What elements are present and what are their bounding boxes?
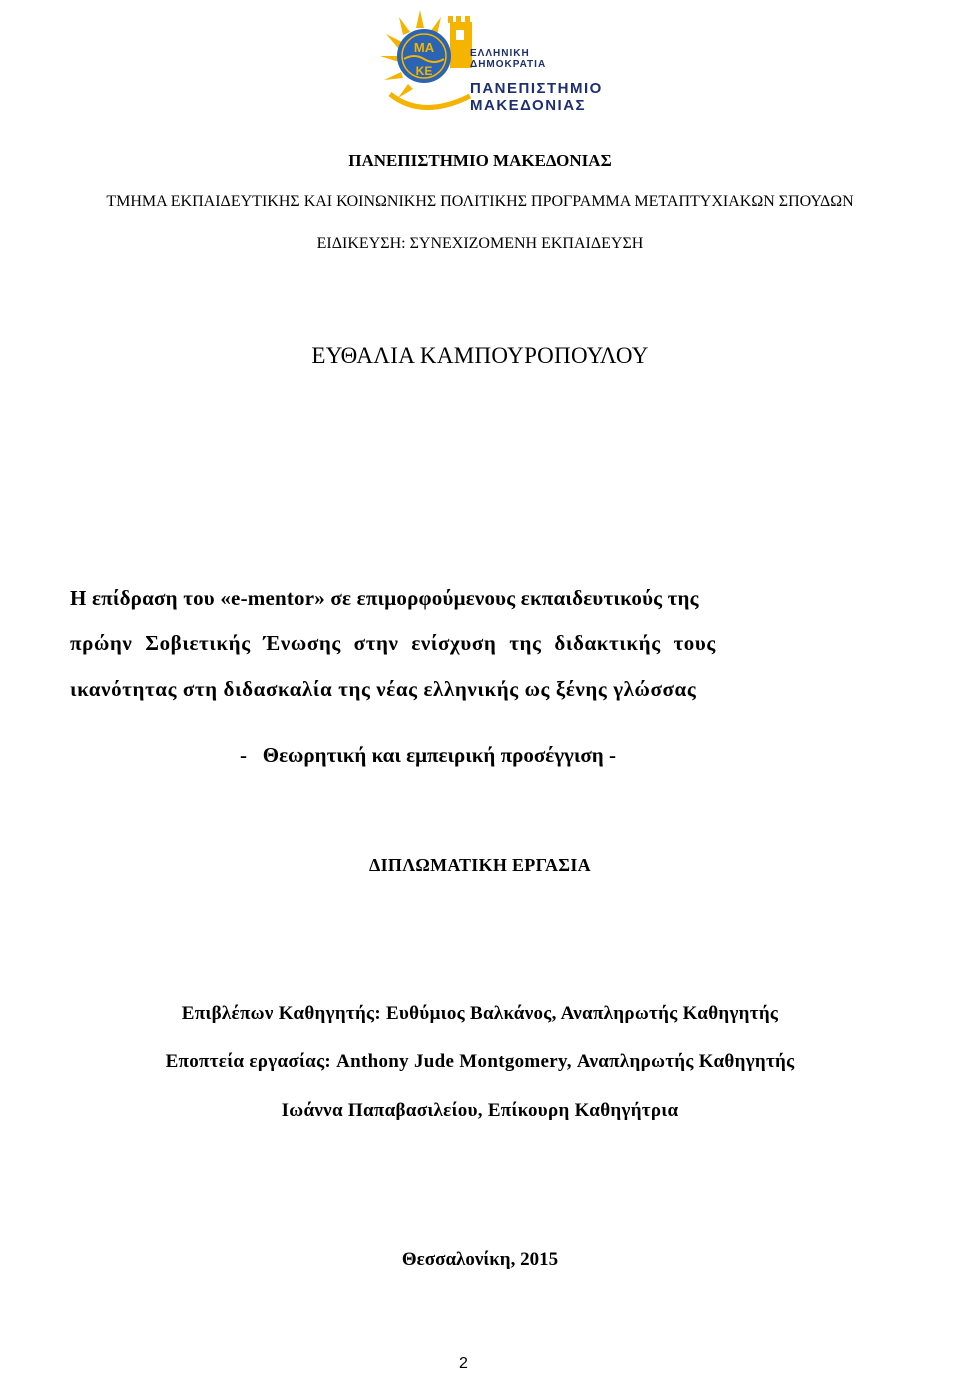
logo-text-top: [470, 48, 546, 70]
oversight-line: Εποπτεία εργασίας: Anthony Jude Montgomery, Αναπληρωτής Καθηγητής: [165, 1051, 795, 1072]
logo-text-bottom: [470, 80, 603, 114]
thesis-type: ΔΙΠΛΩΜΑΤΙΚΗ ΕΡΓΑΣΙΑ: [369, 855, 591, 875]
page-number: 2: [459, 1355, 468, 1372]
thesis-subtitle: - Θεωρητική και εμπειρική προσέγγιση -: [240, 743, 616, 767]
logo-text-hellenic: ΕΛΛΗΝΙΚΗ: [470, 48, 530, 59]
thesis-title-line-1: Η επίδραση του «e-mentor» σε επιμορφούμενους εκπαιδευτικούς της: [70, 586, 699, 610]
department-name: ΤΜΗΜΑ ΕΚΠΑΙΔΕΥΤΙΚΗΣ ΚΑΙ ΚΟΙΝΩΝΙΚΗΣ ΠΟΛΙΤΙΚΗΣ ΠΡΟΓΡΑΜΜΑ ΜΕΤΑΠΤΥΧΙΑΚΩΝ ΣΠΟΥΔΩΝ: [106, 193, 854, 210]
specialization: ΕΙΔΙΚΕΥΣΗ: ΣΥΝΕΧΙΖΟΜΕΝΗ ΕΚΠΑΙΔΕΥΣΗ: [316, 235, 644, 252]
supervisor-line: Επιβλέπων Καθηγητής: Ευθύμιος Βαλκάνος, Αναπληρωτής Καθηγητής: [181, 1003, 779, 1024]
thesis-title-line-3: ικανότητας στη διδασκαλία της νέας ελληνικής ως ξένης γλώσσας: [70, 677, 697, 701]
logo-text-macedonia: ΜΑΚΕΔΟΝΙΑΣ: [470, 97, 587, 114]
university-name: ΠΑΝΕΠΙΣΤΗΜΙΟ ΜΑΚΕΔΟΝΙΑΣ: [348, 151, 612, 170]
thesis-title-line-2: πρώην Σοβιετικής Ένωσης στην ενίσχυση της διδακτικής τους: [70, 631, 716, 655]
seal-letters-bottom: ΚΕ: [415, 64, 433, 78]
seal-letters-top: ΜΑ: [413, 40, 435, 55]
logo-text-university: ΠΑΝΕΠΙΣΤΗΜΙΟ: [470, 80, 603, 97]
oversight-line-2: Ιωάννα Παπαβασιλείου, Επίκουρη Καθηγήτρια: [281, 1100, 679, 1121]
logo-text-republic: ΔΗΜΟΚΡΑΤΙΑ: [470, 59, 547, 70]
place-and-year: Θεσσαλονίκη, 2015: [401, 1249, 559, 1270]
author-name: ΕΥΘΑΛΙΑ ΚΑΜΠΟΥΡΟΠΟΥΛΟΥ: [311, 343, 649, 368]
